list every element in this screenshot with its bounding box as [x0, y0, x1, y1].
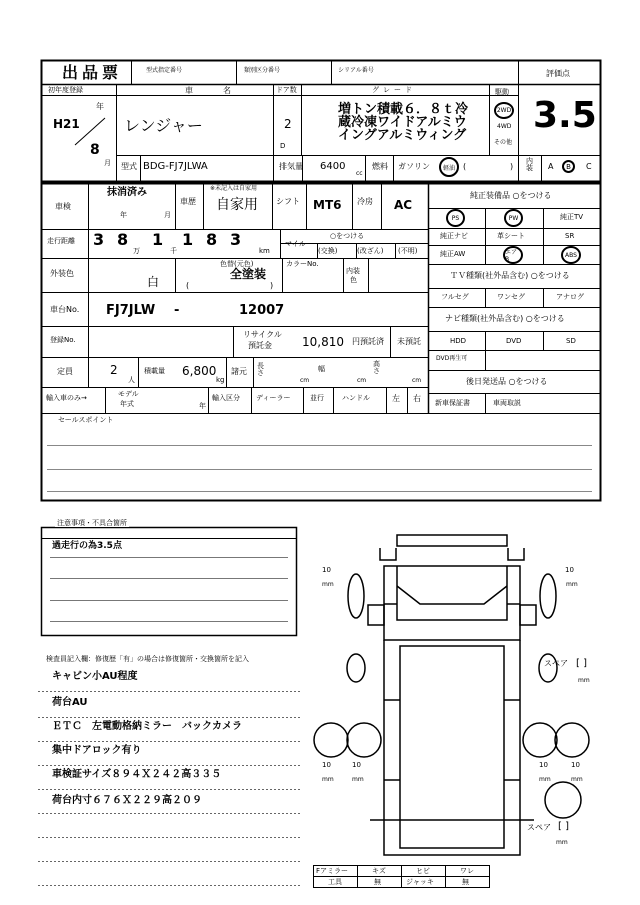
recycle-unpaid: 未預託	[397, 337, 421, 346]
color-paren-close: )	[270, 281, 274, 290]
color-change-value: 全塗装	[230, 267, 267, 281]
equip-leather: 革シート	[497, 232, 525, 240]
fuel-label: 燃料	[372, 162, 388, 171]
tire-fr-depth: 10	[565, 566, 574, 574]
displacement-value: 6400	[320, 161, 346, 172]
equip-navi: 純正ナビ	[440, 232, 468, 240]
mileage-digit-1: 3	[93, 230, 105, 249]
legend-value-1: 工具	[328, 878, 342, 886]
ac-label: 冷房	[357, 197, 373, 206]
length-unit: cm	[300, 377, 310, 384]
import-parallel: 並行	[310, 394, 324, 402]
height-label: 高さ	[373, 360, 380, 375]
caution-line-1: 過走行の為3.5点	[52, 541, 122, 551]
oem-label: 純正装備品 ○をつける	[470, 191, 552, 200]
exterior-value: 白	[147, 275, 160, 289]
recycle-label-1: リサイクル	[243, 330, 282, 339]
model-year-label-1: モデル	[118, 390, 139, 398]
equip-abs: ABS	[565, 251, 577, 259]
recycle-paid: 円預託済	[352, 337, 384, 346]
grade-label: グレード	[372, 86, 416, 94]
mileage-digit-5: 8	[206, 230, 218, 249]
tire-rl1-depth: 10	[322, 761, 331, 769]
interior-color-label-2: 色	[350, 276, 357, 284]
tv-oneseg: ワンセグ	[497, 293, 525, 301]
spare-bracket-1: [ ]	[576, 658, 587, 669]
equip-ps: PS	[451, 214, 460, 222]
history-note: ※未記入は自家用	[210, 185, 258, 192]
grade-line-3: イングアルミウィング	[338, 128, 467, 143]
sales-point-label: セールスポイント	[58, 416, 114, 424]
chassis-number: 12007	[239, 303, 285, 318]
equip-abs-circled	[561, 246, 581, 264]
legend-value-3: ジャッキ	[406, 878, 434, 886]
grade-line-1: 増トン積載６．８ｔ冷	[338, 102, 469, 117]
import-class-label: 輸入区分	[212, 394, 240, 402]
capacity-unit: 人	[128, 376, 135, 384]
vehicle-name: レンジャー	[124, 116, 203, 135]
delivery-label: 後日発送品 ○をつける	[466, 377, 548, 386]
interior-b-circled	[562, 160, 575, 173]
chassis-prefix: FJ7JLW	[106, 303, 156, 318]
recycle-label-2: 預託金	[248, 341, 272, 350]
handle-left: 左	[392, 394, 400, 403]
delivery-warranty: 新車保証書	[435, 399, 470, 407]
length-label: 長さ	[257, 362, 264, 377]
equip-pw: PW	[508, 214, 519, 222]
width-label: 幅	[318, 365, 325, 373]
first-reg-label: 初年度登録	[48, 86, 83, 94]
tire-rl1-unit: mm	[322, 776, 334, 783]
mileage-digit-2: 8	[117, 230, 129, 249]
drive-label: 駆動	[495, 88, 509, 96]
recycle-value: 10,810	[302, 335, 344, 349]
shaken-value: 抹消済み	[107, 187, 147, 198]
doors-label: ドア数	[276, 86, 297, 94]
shift-label: シフト	[276, 197, 300, 206]
history-value: 自家用	[216, 197, 258, 213]
displacement-unit: cc	[356, 170, 363, 177]
mileage-sen-unit: 千	[170, 247, 177, 255]
color-no-label: カラーNo.	[286, 260, 319, 268]
load-label: 積載量	[144, 367, 165, 375]
import-dealer: ディーラー	[256, 394, 291, 402]
reg-no-label: 登録No.	[50, 336, 76, 344]
model-cert-label: 型式指定番号	[146, 67, 183, 74]
interior-label: 内装	[526, 157, 533, 172]
tv-label: ＴＶ種類(社外品含む) ○をつける	[450, 271, 570, 280]
drive-2wd: 2WD	[496, 107, 512, 114]
caution-label: 注意事項・不具合箇所	[57, 519, 127, 527]
tv-fullseg: フルセグ	[441, 293, 469, 301]
color-paren-open: (	[186, 281, 190, 290]
import-label: 輸入車のみ→	[46, 394, 87, 402]
navi-label: ナビ種類(社外品含む) ○をつける	[445, 314, 565, 323]
equip-airbag-circled	[503, 246, 523, 264]
tire-fl-unit: mm	[322, 581, 334, 588]
tire-fr-unit: mm	[566, 581, 578, 588]
mileage-circle-note: ○をつける	[330, 232, 365, 240]
tire-rr2-unit: mm	[571, 776, 583, 783]
equip-airbag: エアB	[505, 249, 518, 263]
legend-header-1: Fアミラー	[316, 867, 349, 875]
mileage-tampered: (改ざん)	[357, 247, 384, 255]
equip-ps-circled	[446, 209, 465, 227]
fuel-diesel-circled	[439, 157, 459, 177]
mileage-exchange: (交換)	[318, 247, 338, 255]
load-value: 6,800	[182, 364, 217, 378]
handle-right: 右	[413, 394, 421, 403]
tire-rl2-depth: 10	[352, 761, 361, 769]
interior-a: A	[548, 162, 554, 171]
inspector-line-1: キャビン小AU程度	[52, 671, 138, 682]
mileage-label: 走行距離	[47, 237, 75, 245]
inspector-label: 検査員記入欄：修復歴「有」の場合は修復箇所・交換箇所を記入	[46, 655, 249, 663]
delivery-manual: 車両取説	[493, 399, 521, 407]
mileage-digit-4: 1	[182, 230, 194, 249]
fuel-diesel: 軽油	[442, 164, 455, 172]
equip-pw-circled	[504, 209, 523, 227]
dims-label: 諸元	[231, 367, 247, 376]
first-reg-month-unit: 月	[104, 159, 111, 167]
score-value: 3.5	[533, 95, 597, 136]
model-value: BDG-FJ7JLWA	[143, 161, 208, 172]
navi-hdd: HDD	[450, 337, 467, 345]
drive-2wd-circled	[494, 102, 514, 119]
handle-label: ハンドル	[342, 394, 370, 402]
chassis-dash: -	[174, 303, 180, 318]
legend-header-4: ワレ	[460, 867, 474, 875]
spare-label-2: スペア	[527, 823, 551, 832]
mileage-man-unit: 万	[133, 247, 140, 255]
equip-tv: 純正TV	[560, 213, 584, 221]
fuel-paren-open: (	[463, 162, 467, 171]
model-year-unit: 年	[199, 402, 206, 410]
shift-value: MT6	[313, 198, 342, 212]
interior-c: C	[586, 162, 592, 171]
first-reg-month: 8	[90, 142, 100, 158]
mileage-digit-6: 3	[230, 230, 242, 249]
spare-unit-1: mm	[578, 677, 590, 684]
spare-unit-2: mm	[556, 839, 568, 846]
tire-fl-depth: 10	[322, 566, 331, 574]
spare-bracket-2: [ ]	[558, 821, 569, 832]
category-label: 類別区分番号	[244, 67, 281, 74]
drive-other: その他	[494, 139, 513, 146]
serial-label: シリアル番号	[338, 67, 374, 74]
drive-4wd: 4WD	[497, 123, 512, 130]
fuel-paren-close: )	[510, 162, 514, 171]
form-title: 出品票	[62, 63, 123, 82]
grade-line-2: 蔵冷凍ワイドアルミウ	[338, 115, 467, 130]
height-unit: cm	[412, 377, 422, 384]
chassis-label: 車台No.	[50, 305, 80, 314]
shaken-year-unit: 年	[120, 211, 127, 219]
inspector-line-2: 荷台AU	[52, 697, 88, 708]
capacity-value: 2	[110, 363, 118, 377]
legend-value-4: 無	[462, 878, 469, 886]
displacement-label: 排気量	[279, 162, 303, 171]
inspector-line-3: ＥＴＣ 左電動格納ミラー バックカメラ	[52, 721, 242, 732]
equip-sr: SR	[565, 232, 575, 240]
doors-suffix: D	[280, 142, 286, 150]
first-reg-year-unit: 年	[96, 102, 104, 111]
tv-analog: アナログ	[556, 293, 584, 301]
model-year-label-2: 年式	[120, 400, 134, 408]
legend-header-3: ヒビ	[416, 867, 430, 875]
tire-rr1-depth: 10	[539, 761, 548, 769]
legend-value-2: 無	[374, 878, 381, 886]
exterior-label: 外装色	[50, 269, 74, 278]
shaken-month-unit: 月	[164, 211, 171, 219]
doors-value: 2	[284, 117, 292, 131]
model-label: 型式	[121, 162, 137, 171]
score-label: 評価点	[546, 69, 570, 78]
navi-sd: SD	[566, 337, 576, 345]
dvd-play-label: DVD再生可	[436, 355, 468, 362]
mileage-digit-3: 1	[152, 230, 164, 249]
fuel-gasoline: ガソリン	[398, 162, 430, 171]
inspector-line-5: 車検証サイズ８９４Ｘ２４２高３３５	[52, 769, 222, 780]
interior-color-label-1: 内装	[346, 267, 360, 275]
mileage-unknown: (不明)	[398, 247, 418, 255]
tire-rl2-unit: mm	[352, 776, 364, 783]
name-label: 車名	[185, 86, 261, 95]
capacity-label: 定員	[57, 367, 73, 376]
navi-dvd: DVD	[506, 337, 522, 345]
load-unit: kg	[216, 376, 225, 384]
width-unit: cm	[357, 377, 367, 384]
mileage-km-unit: km	[259, 247, 270, 255]
mile-label: マイル	[285, 240, 306, 248]
inspector-line-6: 荷台内寸６７６Ｘ２２９高２０９	[52, 795, 202, 806]
equip-aw: 純正AW	[440, 250, 466, 258]
color-change-label: 色替(元色)	[220, 260, 254, 268]
inspector-line-4: 集中ドアロック有り	[52, 745, 142, 756]
spare-label-1: スペア	[544, 659, 568, 668]
interior-b: B	[566, 162, 571, 171]
legend-header-2: キズ	[372, 867, 386, 875]
tire-rr2-depth: 10	[571, 761, 580, 769]
history-label: 車歴	[180, 197, 196, 206]
ac-value: AC	[394, 198, 413, 212]
shaken-label: 車検	[55, 202, 71, 211]
tire-rr1-unit: mm	[539, 776, 551, 783]
first-reg-era: H21	[53, 117, 80, 131]
